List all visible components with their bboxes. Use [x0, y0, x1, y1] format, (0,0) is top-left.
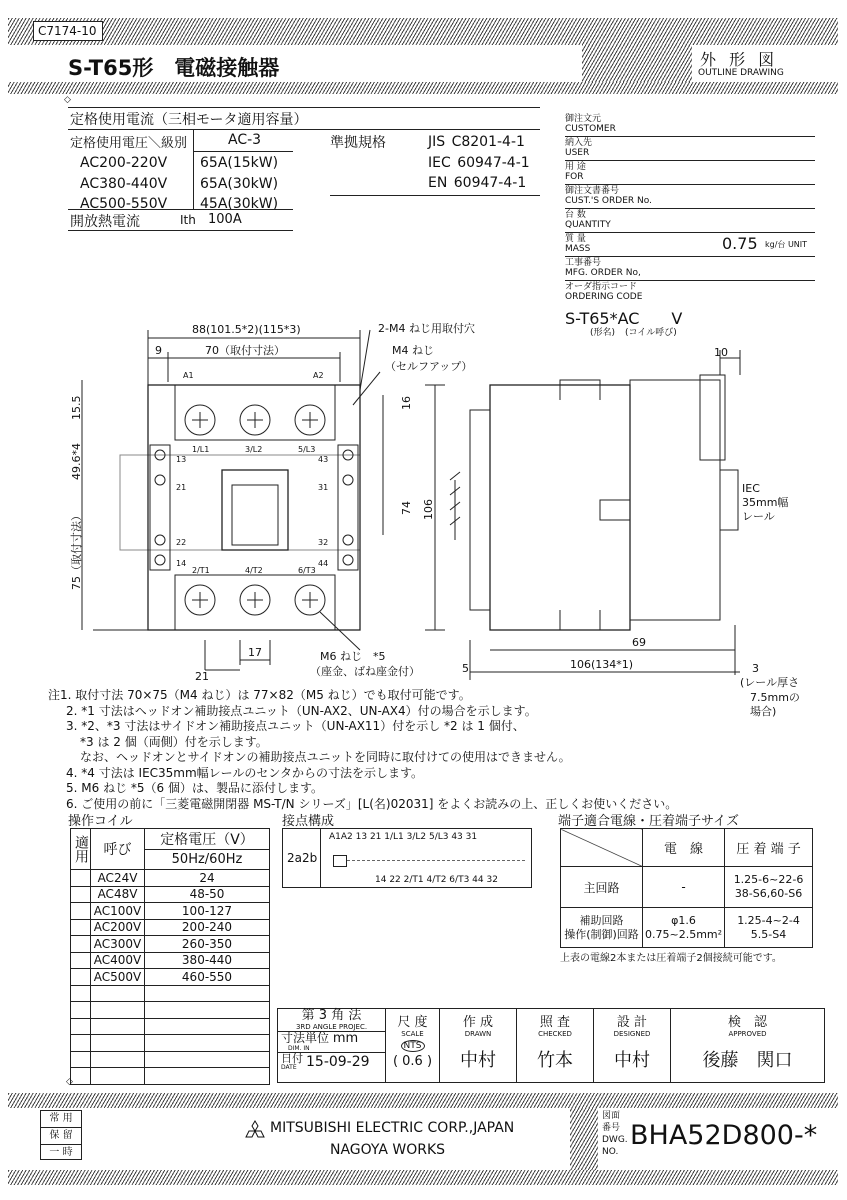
dim-49-6: 49.6*4 — [70, 443, 83, 480]
info-customer: 御注文元 CUSTOMER — [565, 114, 815, 137]
front-view — [82, 330, 445, 670]
rail-label-1: IEC — [742, 482, 760, 495]
dim-69: 69 — [632, 636, 646, 649]
svg-text:3/L2: 3/L2 — [245, 445, 263, 454]
terminal-labels — [176, 371, 328, 575]
svg-text:44: 44 — [318, 559, 329, 568]
info-ordering-code: オーダ指示コード ORDERING CODE — [565, 282, 643, 302]
info-mass: 質 量 MASS 0.75 kg/台 UNIT — [565, 234, 815, 257]
note: *3 は 2 個（両側）付を示します。 — [80, 734, 268, 749]
notes — [48, 688, 677, 812]
svg-text:6/T3: 6/T3 — [298, 566, 316, 575]
company-name: MITSUBISHI ELECTRIC CORP.,JAPAN — [270, 1120, 515, 1136]
spec-col-voltage: 定格使用電圧＼級別 — [70, 136, 188, 151]
hatch-band-right — [582, 45, 692, 82]
table-row: AC24V 24 — [71, 870, 270, 887]
note: 4. *4 寸法は IEC35mm幅レールのセンタからの寸法を示します。 — [66, 765, 423, 780]
m6-screw-label: M6 ねじ *5 — [320, 650, 386, 663]
table-row: AC200V 200-240 — [71, 919, 270, 936]
dim-75: 75（取付寸法） — [70, 510, 83, 590]
m6-washer-label: （座金、ばね座金付） — [310, 665, 420, 678]
standard: EN 60947-4-1 — [428, 175, 527, 191]
info-user: 納入先 USER — [565, 138, 815, 161]
contact-diagram — [282, 828, 532, 888]
dim-16: 16 — [400, 396, 413, 410]
table-row: AC400V 380-440 — [71, 952, 270, 969]
dim-10: 10 — [714, 346, 728, 359]
mitsubishi-logo-icon — [243, 1120, 267, 1140]
hatch-band-bottom-2 — [8, 1170, 838, 1185]
table-row: 補助回路 操作(制御)回路 φ1.6 0.75~2.5mm² 1.25-4~2-4 5.5-S4 — [561, 908, 813, 948]
mass-value: 0.75 — [722, 234, 758, 253]
rail-label-3: レール — [742, 510, 775, 523]
spec-current-list — [200, 153, 278, 215]
dim-5: 5 — [462, 662, 469, 675]
svg-text:14: 14 — [176, 559, 187, 568]
wire-footnote: 上表の電線2本または圧着端子2個接続可能です。 — [560, 953, 782, 964]
doc-type-en: OUTLINE DRAWING — [698, 68, 784, 78]
mass-unit: kg/台 UNIT — [765, 240, 808, 249]
revision-mark: ◇ — [66, 1077, 73, 1087]
rail-note: (レール厚さ — [740, 676, 800, 689]
ordering-code: S-T65*AC V — [565, 309, 683, 328]
hatch-band-top — [8, 18, 838, 45]
din-rail — [120, 455, 360, 550]
contact-title: 接点構成 — [282, 814, 335, 829]
hatch-band-2 — [8, 82, 838, 94]
drawing-number: BHA52D800-* — [630, 1120, 818, 1151]
coil-symbol-icon — [333, 855, 347, 867]
spec-heading: 定格使用電流（三相モータ適用容量） — [70, 112, 308, 128]
dim-106-134: 106(134*1) — [570, 658, 634, 671]
svg-text:31: 31 — [318, 483, 329, 492]
thermal-value: 100A — [208, 212, 242, 227]
standards-list — [428, 132, 530, 194]
contact-bottom-labels: 14 22 2/T1 4/T2 6/T3 44 32 — [375, 875, 498, 885]
hatch-band-footer-right — [570, 1108, 598, 1170]
info-order-no: 御注文書番号 CUST.'S ORDER No. — [565, 186, 815, 209]
table-row: AC48V 48-50 — [71, 886, 270, 903]
spec-voltage: AC380-440V — [80, 175, 168, 192]
svg-text:13: 13 — [176, 455, 187, 464]
note: 6. ご使用の前に「三菱電磁開閉器 MS-T/N シリーズ」[L(名)02031] をよくお読みの上、正しくお使いください。 — [66, 796, 678, 811]
mount-hole-label: 2-M4 ねじ用取付穴 — [378, 322, 475, 335]
date-value: 15-09-29 — [306, 1054, 370, 1070]
standards-label: 準拠規格 — [330, 135, 386, 151]
date-row — [278, 1053, 385, 1071]
note: 5. M6 ねじ *5（6 個）は、製品に添付します。 — [66, 781, 324, 795]
date-label: 日付 DATE — [281, 1052, 303, 1071]
svg-text:A2: A2 — [313, 371, 324, 380]
spec-current: 65A(30kW) — [200, 175, 279, 192]
m4-screw-label: M4 ねじ — [392, 344, 434, 357]
dim-total-width: 88(101.5*2)(115*3) — [192, 323, 301, 336]
date-label-en: DATE — [281, 1064, 297, 1071]
ordering-model-label: (形名) — [590, 328, 616, 338]
coil-table: 適用 呼び 定格電圧（V） 50Hz/60Hz AC24V 24 AC48V 48-50 AC100V 100-127 AC200V 200-240 AC300V 260-350 AC400V 380-440 AC500V 460-550 — [70, 828, 270, 1085]
page-title: S-T65形 電磁接触器 — [68, 56, 280, 80]
standard: IEC 60947-4-1 — [428, 154, 530, 171]
note: 注1. 取付寸法 70×75（M4 ねじ）は 77×82（M5 ねじ）でも取付可能です。 — [48, 688, 471, 702]
spec-voltage: AC200-220V — [80, 155, 168, 171]
doc-type-box — [692, 45, 838, 82]
table-row: AC100V 100-127 — [71, 903, 270, 920]
note: 2. *1 寸法はヘッドオン補助接点ユニット（UN-AX2、UN-AX4）付の場合を示します。 — [66, 703, 537, 718]
spec-current: 45A(30kW) — [200, 196, 279, 212]
side-view — [450, 350, 740, 680]
dim-15-5: 15.5 — [70, 395, 83, 420]
info-mfg-order: 工事番号 MFG. ORDER No, — [565, 258, 815, 281]
dim-21: 21 — [195, 670, 209, 683]
doc-type-jp: 外 形 図 — [700, 50, 779, 69]
dim-17: 17 — [248, 646, 262, 659]
contact-top-labels: A1A2 13 21 1/L1 3/L2 5/L3 43 31 — [329, 832, 478, 842]
note: なお、ヘッドオンとサイドオンの補助接点ユニットを同時に取付けての使用はできません。 — [80, 750, 571, 764]
spec-voltage-list — [80, 153, 167, 215]
revision-mark: ◇ — [64, 95, 71, 105]
ordering-coil-label: (コイル呼び) — [625, 328, 677, 338]
self-up-label: （セルフアップ） — [385, 360, 473, 373]
outline-drawing — [0, 310, 847, 690]
table-row: AC300V 260-350 — [71, 936, 270, 953]
svg-text:A1: A1 — [183, 371, 194, 380]
dim-3: 3 — [752, 662, 759, 675]
dwg-label: 図面 番号 DWG. NO. — [602, 1111, 628, 1157]
hatch-band-bottom-1 — [8, 1093, 838, 1108]
svg-text:43: 43 — [318, 455, 329, 464]
svg-text:2/T1: 2/T1 — [192, 566, 210, 575]
title-block: 第 3 角 法 3RD ANGLE PROJEC. 寸法単位 mm DIM. IN 日付 DATE 15-09-29 尺 度 SCALE NTS ( 0.6 ) 作 成 DRAWN 中村 照 査 CHECKED 竹本 設 計 DESIGNED 中村 検 認 APPROVED 後藤 関口 — [277, 1008, 825, 1083]
doc-code: C7174-10 — [33, 21, 103, 41]
info-quantity: 台 数 QUANTITY — [565, 210, 815, 233]
dim-mount-width: 70（取付寸法） — [205, 344, 285, 357]
svg-text:4/T2: 4/T2 — [245, 566, 263, 575]
terminal-screw-icons — [185, 405, 325, 615]
svg-text:5/L3: 5/L3 — [298, 445, 316, 454]
spec-current: 65A(15kW) — [200, 155, 279, 171]
stamp-box: 常 用 保 留 一 時 — [40, 1110, 82, 1160]
thermal-symbol: Ith — [180, 213, 196, 227]
svg-text:1/L1: 1/L1 — [192, 445, 210, 454]
svg-text:21: 21 — [176, 483, 187, 492]
info-for: 用 途 FOR — [565, 162, 815, 185]
rail-label-2: 35mm幅 — [742, 496, 789, 509]
svg-text:22: 22 — [176, 538, 187, 547]
contact-link-line — [347, 860, 525, 861]
table-row: AC500V 460-550 — [71, 969, 270, 986]
works-name: NAGOYA WORKS — [330, 1142, 446, 1158]
contact-type: 2a2b — [287, 851, 318, 865]
standard: JIS C8201-4-1 — [428, 134, 525, 150]
dim-106: 106 — [422, 499, 435, 520]
thermal-label: 開放熱電流 — [70, 214, 140, 230]
rail-note-rest: 7.5mmの 場合) — [750, 691, 800, 718]
spec-voltage: AC500-550V — [80, 196, 168, 212]
note: 3. *2、*3 寸法はサイドオン補助接点ユニット（UN-AX11）付を示し *2 は 1 個付、 — [66, 719, 525, 733]
dim-74: 74 — [400, 501, 413, 515]
svg-text:32: 32 — [318, 538, 329, 547]
dim-9: 9 — [155, 344, 162, 357]
coil-title: 操作コイル — [68, 814, 133, 829]
table-row: 主回路 - 1.25-6~22-6 38-S6,60-S6 — [561, 867, 813, 908]
spec-col-class: AC-3 — [228, 132, 262, 148]
rated-spec-block — [68, 107, 540, 232]
wire-table: 電 線 圧 着 端 子 主回路 - 1.25-6~22-6 38-S6,60-S6 補助回路 操作(制御)回路 φ1.6 0.75~2.5mm² 1.25-4~2-4 5.5-S4 — [560, 828, 813, 948]
wire-title: 端子適合電線・圧着端子サイズ — [558, 814, 739, 829]
